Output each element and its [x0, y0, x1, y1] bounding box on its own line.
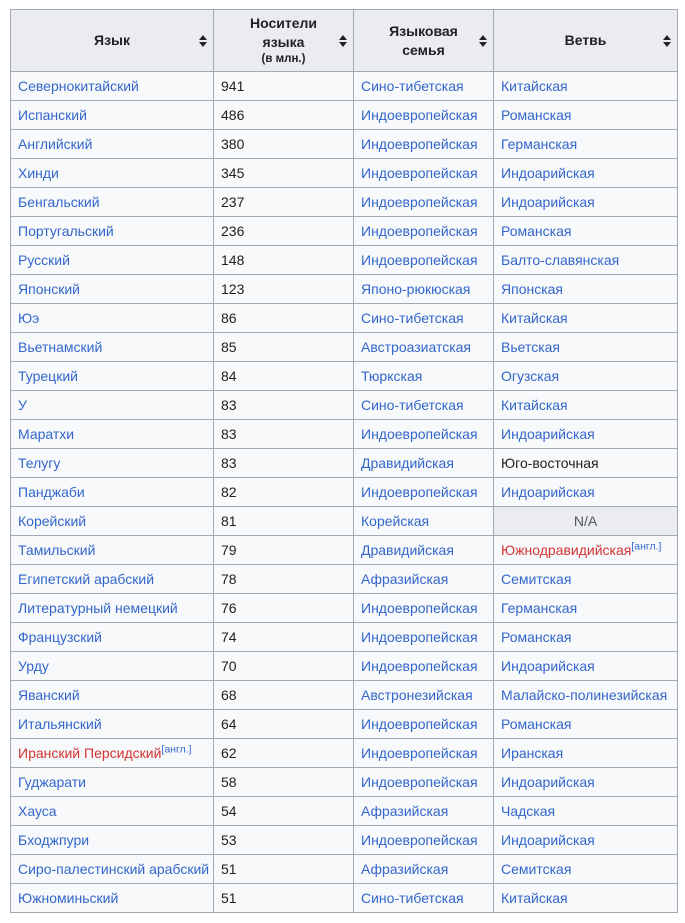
speakers-cell: 74 [214, 623, 354, 652]
language-link[interactable]: Панджаби [18, 484, 85, 500]
speakers-cell: 85 [214, 333, 354, 362]
branch-link[interactable]: Китайская [501, 890, 568, 906]
speakers-cell: 64 [214, 710, 354, 739]
speakers-cell: 58 [214, 768, 354, 797]
branch-cell [494, 275, 678, 304]
branch-cell [494, 855, 678, 884]
language-cell [11, 217, 214, 246]
language-cell [11, 304, 214, 333]
branch-cell [494, 594, 678, 623]
branch-link[interactable]: Балто-славянская [501, 252, 620, 268]
table-row [11, 826, 678, 855]
column-header-speakers[interactable] [214, 10, 354, 72]
speakers-cell: 51 [214, 884, 354, 913]
language-link[interactable]: Корейский [18, 513, 87, 529]
branch-cell [494, 420, 678, 449]
language-cell [11, 478, 214, 507]
sort-icon[interactable] [199, 35, 207, 47]
family-cell [354, 594, 494, 623]
table-row [11, 652, 678, 681]
language-link[interactable]: Бенгальский [18, 194, 100, 210]
family-cell [354, 420, 494, 449]
family-cell [354, 623, 494, 652]
family-cell [354, 710, 494, 739]
branch-link[interactable]: Индоарийская [501, 658, 595, 674]
speakers-cell: 62 [214, 739, 354, 768]
language-cell [11, 246, 214, 275]
branch-link[interactable]: Вьетская [501, 339, 561, 355]
family-cell [354, 304, 494, 333]
table-row [11, 130, 678, 159]
speakers-cell: 79 [214, 536, 354, 565]
language-link[interactable]: Урду [18, 658, 49, 674]
branch-cell [494, 188, 678, 217]
family-cell [354, 739, 494, 768]
table-row [11, 855, 678, 884]
speakers-cell: 486 [214, 101, 354, 130]
branch-cell [494, 101, 678, 130]
language-link[interactable]: Хинди [18, 165, 59, 181]
family-link[interactable]: Сино-тибетская [361, 397, 464, 413]
branch-cell [494, 391, 678, 420]
family-link[interactable]: Афразийская [361, 571, 449, 587]
speakers-cell: 68 [214, 681, 354, 710]
column-header-language[interactable] [11, 10, 214, 72]
table-row [11, 159, 678, 188]
branch-cell [494, 826, 678, 855]
language-cell [11, 565, 214, 594]
table-row [11, 333, 678, 362]
language-link[interactable]: Тамильский [18, 542, 96, 558]
language-cell [11, 391, 214, 420]
family-cell [354, 768, 494, 797]
languages-table [10, 9, 678, 913]
family-cell [354, 855, 494, 884]
table-row [11, 884, 678, 913]
language-link[interactable]: Телугу [18, 455, 61, 471]
family-cell [354, 130, 494, 159]
table-row [11, 449, 678, 478]
branch-link[interactable]: Китайская [501, 310, 568, 326]
speakers-cell: 70 [214, 652, 354, 681]
speakers-cell: 237 [214, 188, 354, 217]
language-cell [11, 507, 214, 536]
header-row [11, 10, 678, 72]
sort-up-arrow-icon [479, 35, 487, 40]
table-row [11, 594, 678, 623]
language-link[interactable]: Литературный немецкий [18, 600, 178, 616]
table-row [11, 681, 678, 710]
language-link[interactable]: Иранский Персидский [18, 745, 162, 761]
family-link[interactable]: Сино-тибетская [361, 310, 464, 326]
branch-cell [494, 681, 678, 710]
branch-link[interactable]: Чадская [501, 803, 556, 819]
branch-cell [494, 797, 678, 826]
table-row [11, 507, 678, 536]
branch-cell [494, 652, 678, 681]
table-row [11, 391, 678, 420]
table-row [11, 565, 678, 594]
family-cell [354, 449, 494, 478]
speakers-cell: 941 [214, 72, 354, 101]
family-link[interactable]: Сино-тибетская [361, 890, 464, 906]
column-header-branch[interactable] [494, 10, 678, 72]
branch-cell [494, 565, 678, 594]
speakers-cell: 53 [214, 826, 354, 855]
family-link[interactable]: Афразийская [361, 803, 449, 819]
family-link[interactable]: Индоевропейская [361, 745, 478, 761]
language-cell [11, 710, 214, 739]
speakers-cell: 54 [214, 797, 354, 826]
branch-link[interactable]: Индоарийская [501, 774, 595, 790]
branch-link[interactable]: Семитская [501, 861, 572, 877]
branch-cell [494, 159, 678, 188]
family-link[interactable]: Индоевропейская [361, 484, 478, 500]
table-row [11, 420, 678, 449]
language-link[interactable]: Турецкий [18, 368, 78, 384]
branch-link[interactable]: Романская [501, 629, 572, 645]
family-link[interactable]: Индоевропейская [361, 658, 478, 674]
branch-link[interactable]: Семитская [501, 571, 572, 587]
table-row [11, 101, 678, 130]
language-cell [11, 159, 214, 188]
column-header-family[interactable] [354, 10, 494, 72]
table-header [11, 10, 678, 72]
branch-cell [494, 304, 678, 333]
interlang-sup [631, 540, 661, 552]
sort-icon[interactable] [339, 35, 347, 47]
branch-link[interactable]: Китайская [501, 397, 568, 413]
branch-link[interactable]: Романская [501, 716, 572, 732]
language-link[interactable]: Испанский [18, 107, 87, 123]
speakers-cell: 83 [214, 420, 354, 449]
language-link[interactable]: Бходжпури [18, 832, 90, 848]
family-cell [354, 797, 494, 826]
family-link[interactable]: Индоевропейская [361, 252, 478, 268]
sort-down-arrow-icon [479, 42, 487, 47]
language-link[interactable]: Португальский [18, 223, 114, 239]
family-link[interactable]: Индоевропейская [361, 832, 478, 848]
column-header-family-label: Языковая семья [389, 22, 458, 58]
branch-link[interactable]: Иранская [501, 745, 564, 761]
speakers-cell: 84 [214, 362, 354, 391]
branch-text: Юго-восточная [501, 455, 599, 471]
sort-down-arrow-icon [663, 42, 671, 47]
language-link[interactable]: Гуджарати [18, 774, 86, 790]
table-row [11, 478, 678, 507]
language-link[interactable]: У [18, 397, 27, 413]
interlang-sup-link[interactable]: [англ.] [631, 540, 662, 553]
language-cell [11, 797, 214, 826]
speakers-cell: 86 [214, 304, 354, 333]
branch-cell [494, 478, 678, 507]
family-cell [354, 681, 494, 710]
language-cell [11, 449, 214, 478]
language-link[interactable]: Русский [18, 252, 70, 268]
language-link[interactable]: Севернокитайский [18, 78, 139, 94]
language-cell [11, 884, 214, 913]
branch-link[interactable]: Китайская [501, 78, 568, 94]
interlang-sup [161, 743, 191, 755]
family-cell [354, 507, 494, 536]
branch-cell [494, 768, 678, 797]
speakers-cell: 148 [214, 246, 354, 275]
language-link[interactable]: Египетский арабский [18, 571, 155, 587]
family-link[interactable]: Индоевропейская [361, 426, 478, 442]
language-link[interactable]: Хауса [18, 803, 57, 819]
branch-cell [494, 739, 678, 768]
language-cell [11, 275, 214, 304]
language-link[interactable]: Английский [18, 136, 93, 152]
family-cell [354, 246, 494, 275]
family-link[interactable]: Корейская [361, 513, 430, 529]
family-link[interactable]: Японо-рюкюская [361, 281, 471, 297]
branch-cell [494, 884, 678, 913]
speakers-cell: 51 [214, 855, 354, 884]
speakers-cell: 123 [214, 275, 354, 304]
branch-link[interactable]: Малайско-полинезийская [501, 687, 668, 703]
family-cell [354, 275, 494, 304]
family-cell [354, 72, 494, 101]
family-link[interactable]: Дравидийская [361, 455, 454, 471]
table-row [11, 246, 678, 275]
table-row [11, 739, 678, 768]
language-cell [11, 739, 214, 768]
column-header-branch-label: Ветвь [564, 32, 607, 48]
family-link[interactable]: Индоевропейская [361, 774, 478, 790]
sort-up-arrow-icon [199, 35, 207, 40]
language-cell [11, 333, 214, 362]
speakers-cell: 236 [214, 217, 354, 246]
family-link[interactable]: Тюркская [361, 368, 423, 384]
language-link[interactable]: Итальянский [18, 716, 102, 732]
branch-cell [494, 333, 678, 362]
family-cell [354, 333, 494, 362]
language-cell [11, 623, 214, 652]
branch-link[interactable]: Индоарийская [501, 426, 595, 442]
language-link[interactable]: Вьетнамский [18, 339, 103, 355]
family-link[interactable]: Индоевропейская [361, 629, 478, 645]
language-link[interactable]: Юэ [18, 310, 40, 326]
language-cell [11, 420, 214, 449]
family-cell [354, 478, 494, 507]
speakers-cell: 345 [214, 159, 354, 188]
language-cell [11, 362, 214, 391]
branch-link[interactable]: Индоарийская [501, 165, 595, 181]
table-row [11, 710, 678, 739]
speakers-cell: 380 [214, 130, 354, 159]
language-cell [11, 188, 214, 217]
branch-cell [494, 710, 678, 739]
table-row [11, 768, 678, 797]
branch-cell [494, 246, 678, 275]
family-link[interactable]: Индоевропейская [361, 165, 478, 181]
family-link[interactable]: Индоевропейская [361, 600, 478, 616]
table-row [11, 536, 678, 565]
family-link[interactable]: Индоевропейская [361, 223, 478, 239]
family-link[interactable]: Индоевропейская [361, 107, 478, 123]
sort-down-arrow-icon [199, 42, 207, 47]
na-value: N/A [573, 513, 598, 529]
family-cell [354, 101, 494, 130]
family-cell [354, 826, 494, 855]
branch-cell [494, 72, 678, 101]
language-link[interactable]: Маратхи [18, 426, 75, 442]
speakers-cell: 82 [214, 478, 354, 507]
table-row [11, 275, 678, 304]
column-header-speakers-label: Носители языка [249, 15, 317, 50]
table-row [11, 72, 678, 101]
sort-down-arrow-icon [339, 42, 347, 47]
family-cell [354, 536, 494, 565]
family-link[interactable]: Афразийская [361, 861, 449, 877]
language-cell [11, 101, 214, 130]
family-link[interactable]: Австроазиатская [361, 339, 472, 355]
table-row [11, 217, 678, 246]
language-cell [11, 681, 214, 710]
family-cell [354, 884, 494, 913]
family-cell [354, 188, 494, 217]
interlang-sup-link[interactable]: [англ.] [161, 743, 192, 756]
branch-link[interactable]: Романская [501, 223, 572, 239]
language-cell [11, 855, 214, 884]
language-link[interactable]: Южноминьский [18, 890, 119, 906]
family-link[interactable]: Дравидийская [361, 542, 454, 558]
family-cell [354, 391, 494, 420]
branch-cell [494, 536, 678, 565]
branch-cell [494, 449, 678, 478]
family-cell [354, 565, 494, 594]
branch-cell [494, 623, 678, 652]
branch-link[interactable]: Японская [501, 281, 564, 297]
table-row [11, 188, 678, 217]
family-link[interactable]: Индоевропейская [361, 136, 478, 152]
speakers-cell: 81 [214, 507, 354, 536]
language-cell [11, 768, 214, 797]
language-cell [11, 826, 214, 855]
language-cell [11, 594, 214, 623]
sort-up-arrow-icon [339, 35, 347, 40]
speakers-cell: 83 [214, 449, 354, 478]
family-link[interactable]: Австронезийская [361, 687, 473, 703]
family-cell [354, 652, 494, 681]
sort-icon[interactable] [479, 35, 487, 47]
language-cell [11, 652, 214, 681]
language-link[interactable]: Яванский [18, 687, 80, 703]
table-row [11, 304, 678, 333]
speakers-cell: 83 [214, 391, 354, 420]
branch-link[interactable]: Германская [501, 136, 578, 152]
family-cell [354, 159, 494, 188]
language-cell [11, 130, 214, 159]
branch-cell [494, 130, 678, 159]
branch-link[interactable]: Индоарийская [501, 832, 595, 848]
column-header-speakers-sublabel: (в млн.) [261, 53, 306, 65]
speakers-cell: 78 [214, 565, 354, 594]
table-row [11, 797, 678, 826]
language-cell [11, 536, 214, 565]
family-link[interactable]: Сино-тибетская [361, 78, 464, 94]
table-row [11, 362, 678, 391]
speakers-cell: 76 [214, 594, 354, 623]
branch-cell [494, 217, 678, 246]
language-link[interactable]: Японский [18, 281, 80, 297]
table-body [11, 72, 678, 913]
sort-icon[interactable] [663, 35, 671, 47]
family-link[interactable]: Индоевропейская [361, 194, 478, 210]
language-link[interactable]: Французский [18, 629, 102, 645]
family-cell [354, 217, 494, 246]
branch-link[interactable]: Южнодравидийская [501, 542, 632, 558]
branch-cell [494, 507, 678, 536]
language-cell [11, 72, 214, 101]
column-header-language-label: Язык [94, 32, 130, 48]
branch-link[interactable]: Романская [501, 107, 572, 123]
branch-link[interactable]: Германская [501, 600, 578, 616]
branch-link[interactable]: Огузская [501, 368, 560, 384]
language-link[interactable]: Сиро-палестинский арабский [18, 861, 210, 877]
family-link[interactable]: Индоевропейская [361, 716, 478, 732]
branch-cell [494, 362, 678, 391]
branch-link[interactable]: Индоарийская [501, 194, 595, 210]
sort-up-arrow-icon [663, 35, 671, 40]
branch-link[interactable]: Индоарийская [501, 484, 595, 500]
table-row [11, 623, 678, 652]
family-cell [354, 362, 494, 391]
